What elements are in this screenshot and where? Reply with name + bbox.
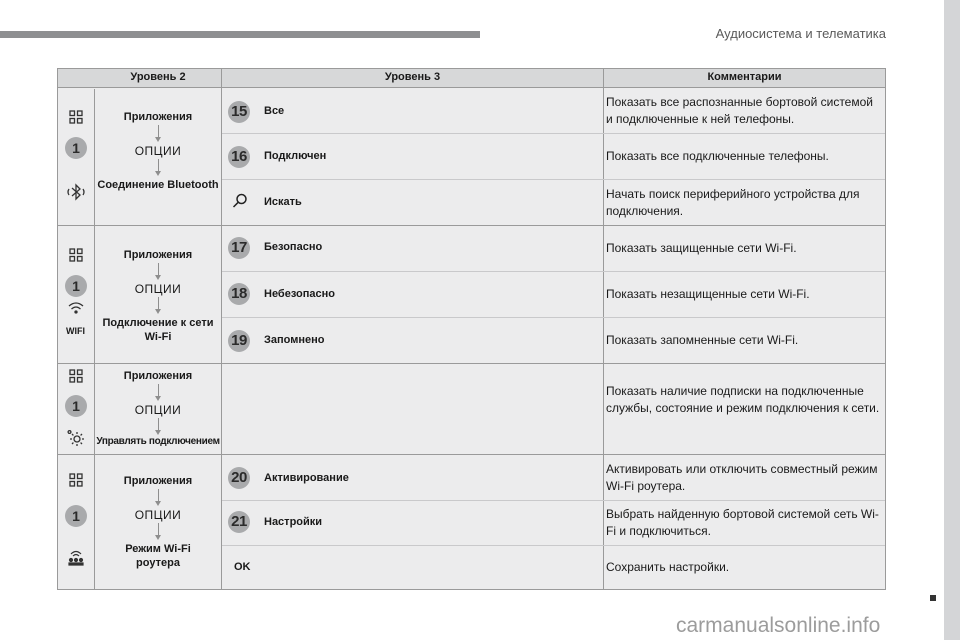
step-badge: 20 [228,467,250,489]
apps-menu-label: Приложения [123,249,193,261]
level2-path-wifi [95,248,221,344]
down-arrow-icon [158,263,159,276]
step-badge: 1 [65,137,87,159]
apps-grid-icon [66,366,86,386]
apps-menu-label: Приложения [123,111,193,123]
step-badge: 15 [228,101,250,123]
apps-grid-icon [66,107,86,127]
level2-path-bluetooth [95,110,221,192]
apps-grid-icon [66,470,86,490]
step-badge: 1 [65,275,87,297]
search-icon [230,191,250,211]
bluetooth-connection-label: Соединение Bluetooth [97,179,219,191]
row-divider [222,545,885,546]
apps-menu-label: Приложения [123,370,193,382]
level2-path-hotspot [95,474,221,570]
comment-text: Показать защищенные сети Wi-Fi. [606,241,797,255]
col-divider [221,69,222,589]
level3-label: Подключен [264,150,327,162]
row-divider [222,179,885,180]
comment-text: Показать все распознанные бортовой системой и подключенные к ней телефоны. [606,95,873,126]
watermark: carmanualsonline.info [676,614,881,637]
step-badge: 1 [65,505,87,527]
group-divider [58,454,885,455]
apps-menu-label: Приложения [123,475,193,487]
row-divider [222,317,885,318]
settings-table [57,68,886,590]
level3-label: Небезопасно [264,288,335,300]
wifi-connection-label: Подключение к сети Wi-Fi [102,317,214,343]
comment-text: Показать наличие подписки на подключенные службы, состояние и режим подключения к сети. [606,384,880,415]
comment-text: Выбрать найденную бортовой системой сеть Wi-Fi и подключиться. [606,507,879,538]
ok-label: OK [234,561,251,573]
page-marker [930,595,936,601]
comment-text: Показать незащищенные сети Wi-Fi. [606,287,810,301]
level3-label: Искать [264,196,302,208]
page-edge-strip [944,0,960,640]
header-bar [0,31,480,38]
step-badge: 19 [228,330,250,352]
step-badge: 17 [228,237,250,259]
manage-connection-label: Управлять подключением [96,436,220,447]
group-divider [58,363,885,364]
down-arrow-icon [158,159,159,172]
apps-grid-icon [66,245,86,265]
options-menu-label: ОПЦИИ [134,282,182,296]
table-header [58,69,885,88]
wifi-icon-label: WIFI [66,326,85,336]
comment-text: Начать поиск периферийного устройства для подключения. [606,187,860,218]
row-divider [222,500,885,501]
comment-text: Показать запомненные сети Wi-Fi. [606,333,799,347]
down-arrow-icon [158,489,159,502]
step-badge: 21 [228,511,250,533]
level3-label: Активирование [264,472,349,484]
level3-label: Запомнено [264,334,325,346]
down-arrow-icon [158,418,159,431]
section-title: Аудиосистема и телематика [715,26,886,41]
comment-text: Сохранить настройки. [606,560,730,574]
step-badge: 18 [228,283,250,305]
options-menu-label: ОПЦИИ [134,508,182,522]
group-divider [58,225,885,226]
comment-text: Показать все подключенные телефоны. [606,149,829,163]
comment-text: Активировать или отключить совместный режим Wi-Fi роутера. [606,462,878,493]
level3-label: Безопасно [264,241,323,253]
down-arrow-icon [158,297,159,310]
row-divider [222,271,885,272]
bluetooth-icon [66,182,86,202]
settings-gear-icon [66,428,86,448]
col-divider [603,69,604,589]
step-badge: 16 [228,146,250,168]
col-level2-header: Уровень 2 [130,71,186,83]
row-divider [222,133,885,134]
down-arrow-icon [158,523,159,536]
level2-path-manage [95,369,221,449]
wifi-icon [66,301,86,315]
wifi-hotspot-icon [66,547,86,567]
options-menu-label: ОПЦИИ [134,144,182,158]
options-menu-label: ОПЦИИ [134,403,182,417]
col-level3-header: Уровень 3 [384,71,441,83]
down-arrow-icon [158,125,159,138]
step-badge: 1 [65,395,87,417]
hotspot-mode-label: Режим Wi-Fi роутера [125,543,191,569]
col-comments-header: Комментарии [707,71,782,83]
down-arrow-icon [158,384,159,397]
level3-label: Все [264,105,285,117]
level3-label: Настройки [264,516,323,528]
